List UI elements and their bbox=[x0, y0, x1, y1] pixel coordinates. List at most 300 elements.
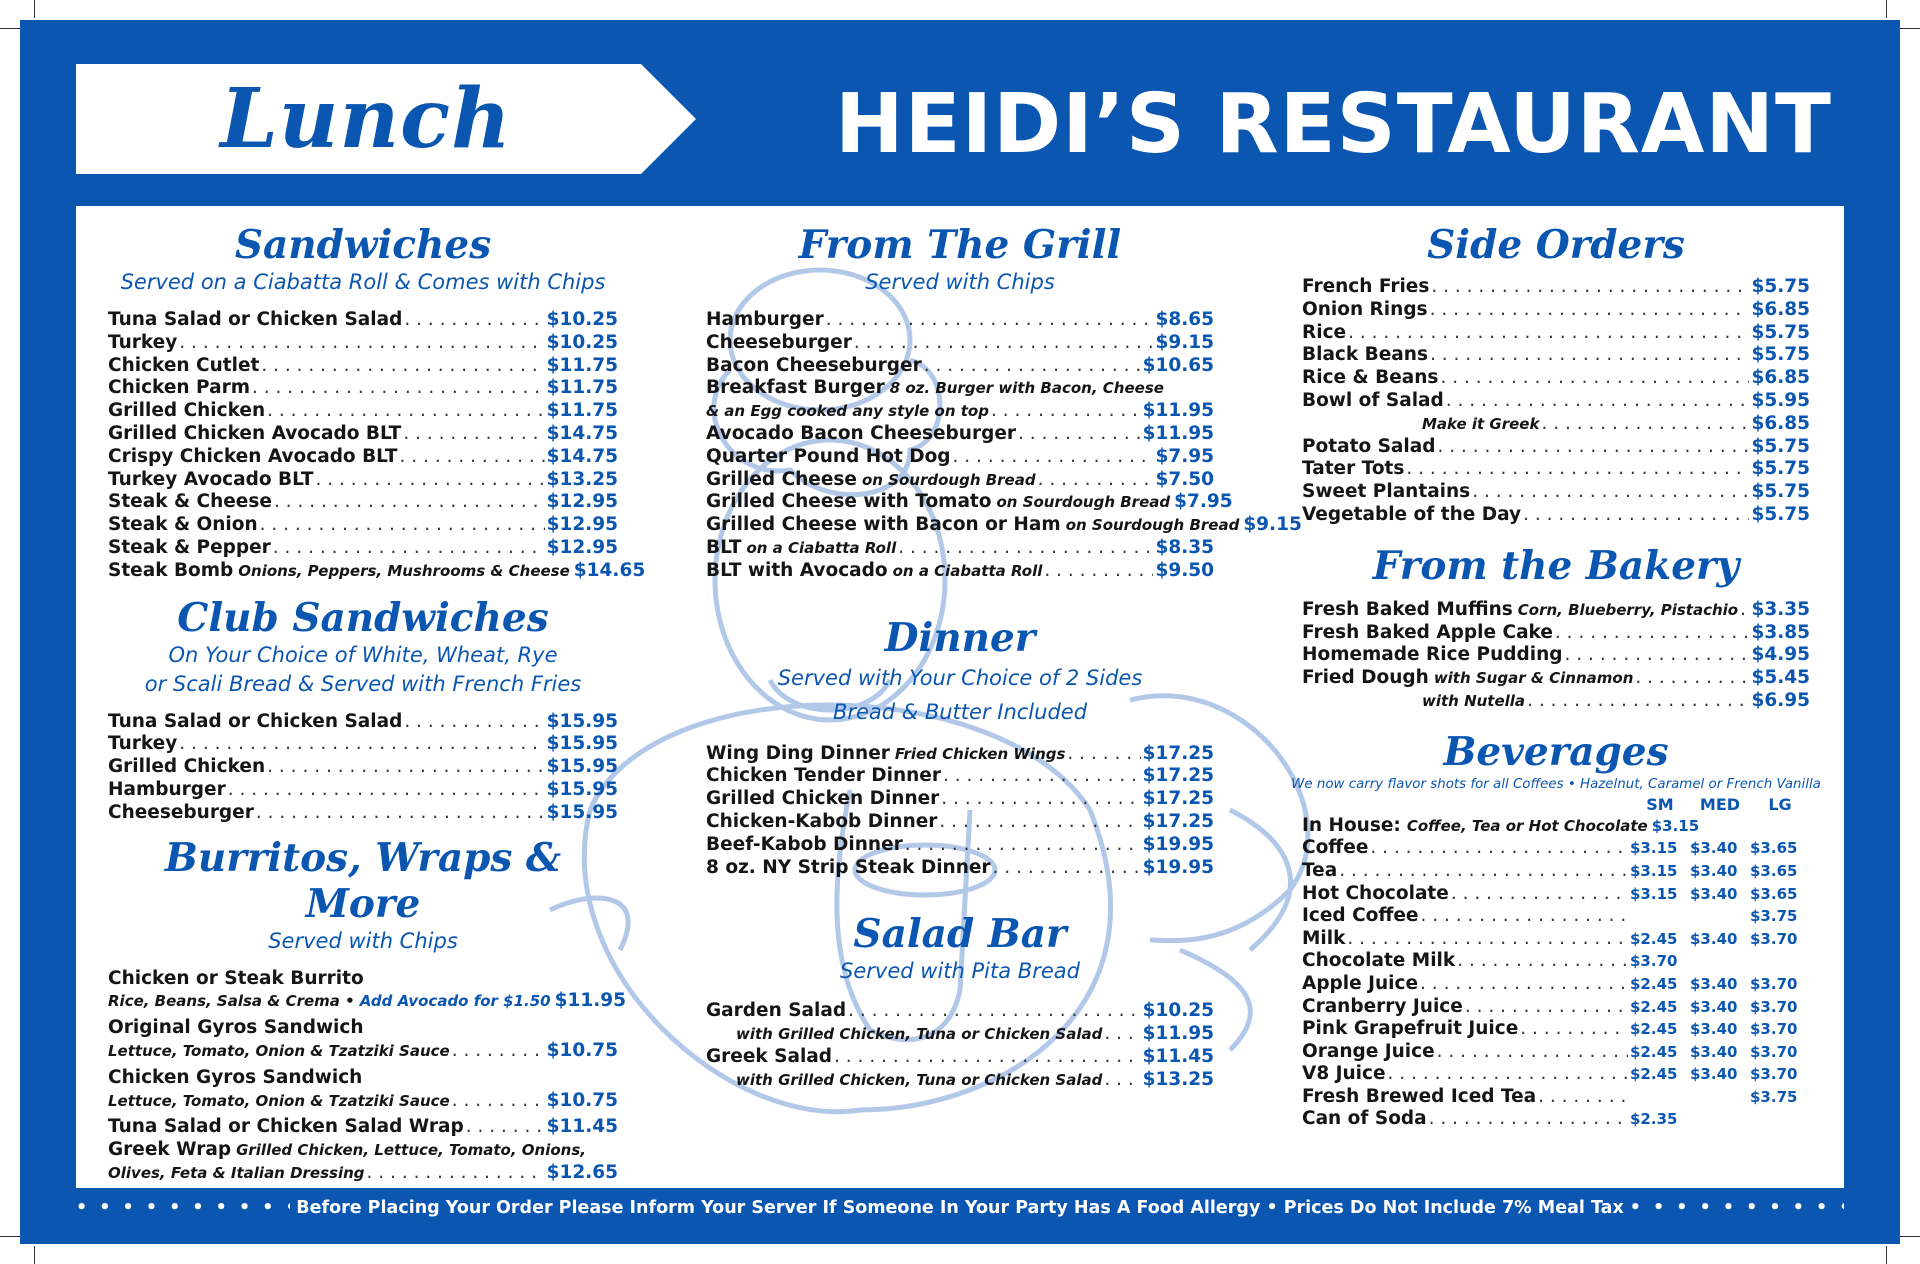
item-price: $3.85 bbox=[1751, 621, 1810, 643]
item-price: $6.85 bbox=[1751, 367, 1810, 389]
beverage-price-lg: $3.75 bbox=[1750, 1087, 1798, 1106]
item-name: Chicken Tender Dinner bbox=[706, 765, 941, 787]
item-price: $3.35 bbox=[1751, 598, 1810, 620]
item-name: Grilled Cheese bbox=[706, 468, 857, 490]
beverage-name: Apple Juice bbox=[1302, 972, 1419, 994]
menu-item-row bbox=[706, 560, 1214, 583]
item-name: Vegetable of the Day bbox=[1302, 503, 1522, 525]
menu-item-row bbox=[1302, 481, 1810, 504]
menu-item-row bbox=[108, 1040, 618, 1063]
item-price: $10.25 bbox=[1142, 1000, 1214, 1022]
menu-item-row bbox=[1302, 276, 1810, 299]
menu-item-row bbox=[706, 355, 1214, 378]
item-note: on Sourdough Bread bbox=[1065, 516, 1240, 535]
menu-item-row bbox=[706, 834, 1214, 857]
leader-dots bbox=[1446, 390, 1750, 413]
leader-dots bbox=[1440, 367, 1749, 390]
item-name: Steak Bomb bbox=[108, 559, 234, 581]
beverage-price-lg: $3.75 bbox=[1750, 907, 1798, 926]
item-detail: Lettuce, Tomato, Onion & Tzatziki Sauce bbox=[108, 1091, 450, 1110]
item-price: $19.95 bbox=[1142, 856, 1214, 878]
beverage-price-sm: $3.15 bbox=[1630, 884, 1678, 903]
item-name: Chicken Parm bbox=[108, 377, 250, 399]
menu-item-row bbox=[706, 423, 1214, 446]
menu-item-row bbox=[706, 514, 1302, 537]
menu-item-row bbox=[108, 469, 618, 492]
club-subtitle-2: or Scali Bread & Served with French Fries bbox=[144, 671, 582, 696]
item-name: Hamburger bbox=[706, 309, 824, 330]
item-price: $15.95 bbox=[546, 733, 618, 755]
item-price: $10.65 bbox=[1142, 354, 1214, 376]
burritos-subtitle: Served with Chips bbox=[268, 928, 458, 953]
menu-item-row bbox=[108, 355, 618, 378]
menu-item-row bbox=[108, 1162, 618, 1185]
item-name: Steak & Cheese bbox=[108, 491, 272, 513]
salad-subtitle: Served with Pita Bread bbox=[840, 959, 1080, 984]
beverage-name: Chocolate Milk bbox=[1302, 950, 1456, 972]
item-detail: with Nutella bbox=[1422, 691, 1526, 710]
item-name: Onion Rings bbox=[1302, 298, 1428, 320]
leader-dots bbox=[898, 537, 1153, 560]
item-price: $14.75 bbox=[546, 445, 618, 467]
menu-item-row bbox=[706, 537, 1214, 560]
item-detail: Rice, Beans, Salsa & Crema • bbox=[108, 992, 355, 1011]
dinner-heading: Dinner bbox=[884, 614, 1036, 661]
item-price: $8.65 bbox=[1155, 309, 1214, 330]
menu-item-row bbox=[1302, 504, 1810, 527]
menu-item-row bbox=[706, 491, 1233, 514]
leader-dots bbox=[260, 514, 545, 537]
item-name: Original Gyros Sandwich bbox=[108, 1017, 364, 1039]
burritos-heading: Burritos, Wraps & More bbox=[164, 834, 562, 927]
leader-dots bbox=[1541, 413, 1749, 436]
item-name: Greek Salad bbox=[706, 1045, 833, 1067]
leader-dots bbox=[1555, 622, 1750, 645]
beverage-name: Orange Juice bbox=[1302, 1040, 1435, 1062]
item-price: $6.85 bbox=[1751, 298, 1810, 320]
leader-dots bbox=[256, 802, 545, 825]
leader-dots bbox=[1388, 1063, 1628, 1086]
footer-dots-left bbox=[76, 1198, 290, 1218]
item-price: $15.95 bbox=[546, 801, 618, 823]
beverage-price-sm: $2.45 bbox=[1630, 1065, 1678, 1084]
item-price: $11.75 bbox=[546, 354, 618, 376]
item-name: Turkey bbox=[108, 733, 178, 755]
item-detail: with Grilled Chicken, Tuna or Chicken Salad bbox=[736, 1025, 1103, 1044]
menu-item-row bbox=[1302, 667, 1810, 690]
item-price: $4.95 bbox=[1751, 644, 1810, 666]
beverage-price-lg: $3.65 bbox=[1750, 839, 1798, 858]
beverage-price-med: $3.40 bbox=[1690, 974, 1738, 993]
leader-dots bbox=[267, 756, 544, 779]
leader-dots bbox=[1104, 1023, 1140, 1046]
item-name: Grilled Chicken Dinner bbox=[706, 788, 940, 810]
beverage-price-lg: $3.70 bbox=[1750, 929, 1798, 948]
beverage-price-lg: $3.70 bbox=[1750, 1020, 1798, 1039]
item-price: $9.15 bbox=[1243, 514, 1302, 536]
beverage-size-header bbox=[1302, 795, 1810, 815]
item-note: on a Ciabatta Roll bbox=[746, 538, 897, 557]
beverage-price-med: $3.40 bbox=[1690, 884, 1738, 903]
leader-dots bbox=[1038, 469, 1154, 492]
menu-item-row bbox=[108, 423, 618, 446]
menu-item-row bbox=[108, 491, 618, 514]
leader-dots bbox=[267, 400, 544, 423]
item-name: BLT with Avocado bbox=[706, 559, 888, 581]
item-price: $10.75 bbox=[546, 1089, 618, 1111]
leader-dots bbox=[991, 400, 1141, 423]
menu-item-row bbox=[108, 309, 618, 332]
beverage-price-med: $3.40 bbox=[1690, 997, 1738, 1016]
menu-item-name-row bbox=[108, 968, 618, 991]
beverage-price-med: $3.40 bbox=[1690, 1065, 1738, 1084]
beverage-row-in-house bbox=[1302, 815, 1810, 838]
menu-item-row bbox=[706, 469, 1214, 492]
restaurant-name: HEIDI’S RESTAURANT bbox=[835, 77, 1832, 172]
leader-dots bbox=[1538, 1086, 1628, 1109]
leader-dots bbox=[939, 811, 1140, 834]
leader-dots bbox=[1018, 423, 1141, 446]
menu-item-row bbox=[108, 733, 618, 756]
item-note: on Sourdough Bread bbox=[996, 493, 1171, 512]
item-name: Cheeseburger bbox=[706, 331, 852, 353]
size-med-label: MED bbox=[1699, 794, 1741, 814]
item-name: Turkey bbox=[108, 331, 178, 353]
lunch-title: Lunch bbox=[220, 71, 512, 167]
sandwiches-list bbox=[108, 309, 646, 583]
item-price: $11.45 bbox=[546, 1116, 618, 1138]
item-detail: Olives, Feta & Italian Dressing bbox=[108, 1163, 365, 1182]
club-subtitle-1: On Your Choice of White, Wheat, Rye bbox=[168, 642, 558, 667]
menu-item-row bbox=[1302, 322, 1810, 345]
item-note: Onions, Peppers, Mushrooms & Cheese bbox=[238, 561, 570, 580]
item-price: $8.35 bbox=[1155, 536, 1214, 558]
bakery-heading: From the Bakery bbox=[1372, 542, 1740, 589]
menu-item-row bbox=[108, 446, 618, 469]
leader-dots bbox=[1348, 322, 1749, 345]
menu-item-row bbox=[1302, 644, 1810, 667]
menu-item-row bbox=[108, 1116, 618, 1139]
item-note: with Sugar & Cinnamon bbox=[1433, 669, 1634, 688]
leader-dots bbox=[953, 446, 1154, 469]
menu-item-row bbox=[1302, 458, 1810, 481]
item-price: $11.75 bbox=[546, 400, 618, 422]
size-sm-label: SM bbox=[1646, 794, 1674, 814]
grill-list bbox=[706, 309, 1302, 583]
dinner-subtitle-2: Bread & Butter Included bbox=[832, 699, 1088, 724]
menu-item-name-row bbox=[108, 1017, 618, 1040]
item-price: $11.95 bbox=[1142, 422, 1214, 444]
beverage-name: Milk bbox=[1302, 927, 1346, 949]
leader-dots bbox=[1457, 950, 1628, 973]
menu-item-row bbox=[706, 1000, 1214, 1023]
sandwiches-subtitle: Served on a Ciabatta Roll & Comes with Chips bbox=[120, 270, 606, 294]
item-price: $17.25 bbox=[1142, 810, 1214, 832]
leader-dots bbox=[993, 857, 1141, 880]
leader-dots bbox=[826, 309, 1154, 332]
salad-heading: Salad Bar bbox=[853, 911, 1067, 958]
beverage-note: Coffee, Tea or Hot Chocolate bbox=[1406, 816, 1648, 835]
club-list bbox=[108, 711, 618, 825]
leader-dots bbox=[943, 765, 1141, 788]
item-addon: Add Avocado for $1.50 bbox=[359, 992, 551, 1011]
size-lg-label: LG bbox=[1768, 794, 1792, 814]
menu-item-row bbox=[1302, 599, 1810, 622]
menu-item-name-row bbox=[108, 1067, 618, 1090]
leader-dots bbox=[228, 779, 545, 802]
menu-item-variant-row bbox=[1302, 413, 1810, 436]
item-name: Avocado Bacon Cheeseburger bbox=[706, 422, 1016, 444]
leader-dots bbox=[261, 355, 544, 378]
item-detail: Lettuce, Tomato, Onion & Tzatziki Sauce bbox=[108, 1041, 450, 1060]
leader-dots bbox=[854, 332, 1154, 355]
item-detail: Make it Greek bbox=[1422, 414, 1540, 433]
item-note: 8 oz. Burger with Bacon, Cheese bbox=[889, 379, 1164, 398]
item-name: Grilled Chicken Avocado BLT bbox=[108, 422, 402, 444]
menu-item-row bbox=[108, 537, 618, 560]
item-price: $17.25 bbox=[1142, 788, 1214, 810]
leader-dots bbox=[273, 537, 545, 560]
leader-dots bbox=[1451, 883, 1628, 906]
right-column bbox=[1291, 222, 1821, 1131]
crop-mark bbox=[34, 1246, 35, 1264]
menu-item-row bbox=[108, 559, 646, 583]
item-note: Grilled Chicken, Lettuce, Tomato, Onions, bbox=[236, 1141, 586, 1160]
bakery-list bbox=[1302, 599, 1810, 713]
beverage-price-med: $3.40 bbox=[1690, 861, 1738, 880]
beverage-price-sm: $2.45 bbox=[1630, 974, 1678, 993]
menu-item-name-row bbox=[108, 1139, 618, 1162]
leader-dots bbox=[452, 1090, 545, 1113]
beverage-row bbox=[1302, 860, 1810, 883]
beverages-note: We now carry flavor shots for all Coffees • Hazelnut, Caramel or French Vanilla bbox=[1291, 776, 1821, 792]
beverage-price-med: $3.40 bbox=[1690, 1020, 1738, 1039]
item-price: $11.95 bbox=[1142, 400, 1214, 422]
leader-dots bbox=[1406, 458, 1749, 481]
beverage-price-sm: $2.45 bbox=[1630, 997, 1678, 1016]
item-price: $5.75 bbox=[1751, 321, 1810, 343]
item-price: $12.95 bbox=[546, 514, 618, 536]
beverage-price-sm: $3.15 bbox=[1630, 839, 1678, 858]
menu-item-row bbox=[1302, 436, 1810, 459]
item-price: $5.75 bbox=[1751, 344, 1810, 366]
beverage-price-lg: $3.70 bbox=[1750, 1065, 1798, 1084]
leader-dots bbox=[1044, 560, 1153, 583]
item-name: Garden Salad bbox=[706, 1000, 847, 1022]
leader-dots bbox=[1465, 996, 1628, 1019]
menu-item-row bbox=[706, 857, 1214, 880]
item-name: Grilled Chicken bbox=[108, 400, 266, 422]
item-name: Rice bbox=[1302, 321, 1347, 343]
item-price: $11.45 bbox=[1142, 1045, 1214, 1067]
menu-item-row bbox=[706, 765, 1214, 788]
item-name: Steak & Pepper bbox=[108, 536, 271, 558]
menu-item-row bbox=[108, 377, 618, 400]
beverage-row bbox=[1302, 1086, 1810, 1109]
leader-dots bbox=[1520, 1018, 1628, 1041]
leader-dots bbox=[466, 1116, 545, 1139]
item-price: $15.95 bbox=[546, 778, 618, 800]
beverage-price-sm: $2.45 bbox=[1630, 929, 1678, 948]
leader-dots bbox=[404, 309, 544, 332]
item-name: Quarter Pound Hot Dog bbox=[706, 445, 951, 467]
item-name: Hamburger bbox=[108, 778, 226, 800]
leader-dots bbox=[905, 834, 1141, 857]
leader-dots bbox=[1339, 860, 1628, 883]
beverage-price-sm: $2.45 bbox=[1630, 1042, 1678, 1061]
beverage-name: Cranberry Juice bbox=[1302, 995, 1463, 1017]
sandwiches-heading: Sandwiches bbox=[234, 222, 492, 268]
leader-dots bbox=[274, 491, 545, 514]
leader-dots bbox=[1430, 344, 1750, 367]
beverage-name: Coffee bbox=[1302, 837, 1369, 859]
leader-dots bbox=[1067, 743, 1140, 766]
item-price: $10.75 bbox=[546, 1039, 618, 1061]
menu-item-row bbox=[706, 788, 1214, 811]
menu-item-row bbox=[108, 990, 627, 1013]
beverage-price-med: $3.40 bbox=[1690, 1042, 1738, 1061]
item-name: Greek Wrap bbox=[108, 1139, 232, 1161]
crop-mark bbox=[34, 0, 35, 18]
item-price: $7.50 bbox=[1155, 468, 1214, 490]
item-price: $12.95 bbox=[546, 491, 618, 513]
item-detail: & an Egg cooked any style on top bbox=[706, 402, 989, 421]
beverages-heading: Beverages bbox=[1443, 728, 1669, 775]
footer-dots-right bbox=[1630, 1198, 1844, 1218]
beverage-row bbox=[1302, 973, 1810, 996]
beverage-row bbox=[1302, 950, 1810, 973]
beverage-price-sm: $2.45 bbox=[1630, 1020, 1678, 1039]
item-price: $5.75 bbox=[1751, 276, 1810, 297]
item-name: 8 oz. NY Strip Steak Dinner bbox=[706, 856, 991, 878]
beverage-price-med: $3.40 bbox=[1690, 839, 1738, 858]
leader-dots bbox=[1740, 599, 1749, 622]
leader-dots bbox=[1437, 436, 1749, 459]
crop-mark bbox=[1886, 1246, 1887, 1264]
item-price: $5.95 bbox=[1751, 389, 1810, 411]
item-price: $13.25 bbox=[1142, 1068, 1214, 1090]
beverage-name: In House: bbox=[1302, 814, 1401, 836]
menu-item-row bbox=[706, 811, 1214, 834]
leader-dots bbox=[404, 711, 544, 734]
item-name: Breakfast Burger bbox=[706, 377, 885, 399]
dinner-list bbox=[706, 743, 1214, 880]
item-price: $15.95 bbox=[546, 756, 618, 778]
beverage-price-sm: $3.70 bbox=[1630, 952, 1678, 971]
menu-item-row bbox=[1302, 622, 1810, 645]
item-name: Fried Dough bbox=[1302, 667, 1429, 689]
leader-dots bbox=[848, 1000, 1141, 1023]
item-name: Tuna Salad or Chicken Salad bbox=[108, 710, 403, 732]
item-price: $6.85 bbox=[1751, 412, 1810, 434]
item-price: $7.95 bbox=[1155, 445, 1214, 467]
leader-dots bbox=[1472, 481, 1749, 504]
item-price: $17.25 bbox=[1142, 765, 1214, 787]
salad-list bbox=[706, 1000, 1214, 1091]
item-name: Grilled Cheese with Bacon or Ham bbox=[706, 514, 1061, 536]
item-name: Grilled Cheese with Tomato bbox=[706, 491, 992, 513]
lunch-banner bbox=[76, 64, 701, 174]
item-price: $5.75 bbox=[1751, 503, 1810, 525]
beverage-row bbox=[1302, 1063, 1810, 1086]
beverage-price-lg: $3.65 bbox=[1750, 861, 1798, 880]
beverage-row bbox=[1302, 837, 1810, 860]
item-name: Fresh Baked Muffins bbox=[1302, 598, 1513, 620]
menu-item-row bbox=[108, 756, 618, 779]
menu-item-row bbox=[108, 332, 618, 355]
leader-dots bbox=[1420, 905, 1628, 928]
grill-heading: From The Grill bbox=[798, 222, 1122, 268]
item-name: Wing Ding Dinner bbox=[706, 742, 890, 764]
item-price: $9.50 bbox=[1155, 559, 1214, 581]
leader-dots bbox=[834, 1046, 1141, 1069]
item-price: $5.45 bbox=[1751, 667, 1810, 689]
menu-item-row bbox=[1302, 299, 1810, 322]
beverage-row bbox=[1302, 883, 1810, 906]
leader-dots bbox=[400, 446, 545, 469]
burritos-list bbox=[108, 967, 627, 1185]
item-name: Homemade Rice Pudding bbox=[1302, 644, 1563, 666]
item-name: Fresh Baked Apple Cake bbox=[1302, 621, 1553, 643]
leader-dots bbox=[315, 469, 544, 492]
item-price: $11.95 bbox=[1142, 1023, 1214, 1045]
item-price: $12.95 bbox=[546, 536, 618, 558]
item-price: $10.25 bbox=[546, 331, 618, 353]
item-name: Tater Tots bbox=[1302, 458, 1405, 480]
beverage-name: Tea bbox=[1302, 859, 1338, 881]
leader-dots bbox=[1437, 1041, 1628, 1064]
beverage-price-lg: $3.65 bbox=[1750, 884, 1798, 903]
menu-item-name-row bbox=[706, 377, 1214, 400]
menu-item-row bbox=[706, 446, 1214, 469]
leader-dots bbox=[252, 377, 545, 400]
menu-item-row bbox=[108, 1090, 618, 1113]
leader-dots bbox=[941, 788, 1140, 811]
menu-item-row bbox=[1302, 390, 1810, 413]
item-detail: with Grilled Chicken, Tuna or Chicken Salad bbox=[736, 1070, 1103, 1089]
beverage-name: Can of Soda bbox=[1302, 1108, 1427, 1130]
item-name: Beef-Kabob Dinner bbox=[706, 833, 903, 855]
item-name: Black Beans bbox=[1302, 344, 1428, 366]
beverage-price-sm: $3.15 bbox=[1630, 861, 1678, 880]
beverage-name: Pink Grapefruit Juice bbox=[1302, 1018, 1519, 1040]
leader-dots bbox=[1565, 644, 1750, 667]
item-name: Chicken Gyros Sandwich bbox=[108, 1066, 363, 1088]
beverage-price-lg: $3.70 bbox=[1750, 997, 1798, 1016]
item-name: Tuna Salad or Chicken Salad Wrap bbox=[108, 1116, 464, 1138]
beverage-name: V8 Juice bbox=[1302, 1063, 1386, 1085]
leader-dots bbox=[179, 332, 544, 355]
item-note: Corn, Blueberry, Pistachio bbox=[1517, 600, 1739, 619]
menu-item-variant-row bbox=[706, 1023, 1214, 1046]
menu-item-row bbox=[1302, 367, 1810, 390]
leader-dots bbox=[367, 1162, 545, 1185]
item-name: Tuna Salad or Chicken Salad bbox=[108, 309, 403, 330]
footer-text: Before Placing Your Order Please Inform Your Server If Someone In Your Party Has A Food Allergy • Prices Do Not Include 7% Meal Tax bbox=[296, 1198, 1624, 1218]
item-price: $14.75 bbox=[546, 422, 618, 444]
leader-dots bbox=[1370, 837, 1628, 860]
beverage-price-lg: $3.70 bbox=[1750, 974, 1798, 993]
item-price: $6.95 bbox=[1751, 689, 1810, 711]
leader-dots bbox=[1635, 667, 1749, 690]
menu-item-row bbox=[706, 743, 1214, 766]
item-price: $7.95 bbox=[1174, 491, 1233, 513]
menu-item-row bbox=[706, 400, 1214, 423]
leader-dots bbox=[1527, 690, 1749, 713]
menu-item-variant-row bbox=[1302, 690, 1810, 713]
beverage-row bbox=[1302, 1041, 1810, 1064]
beverage-row bbox=[1302, 1108, 1810, 1131]
